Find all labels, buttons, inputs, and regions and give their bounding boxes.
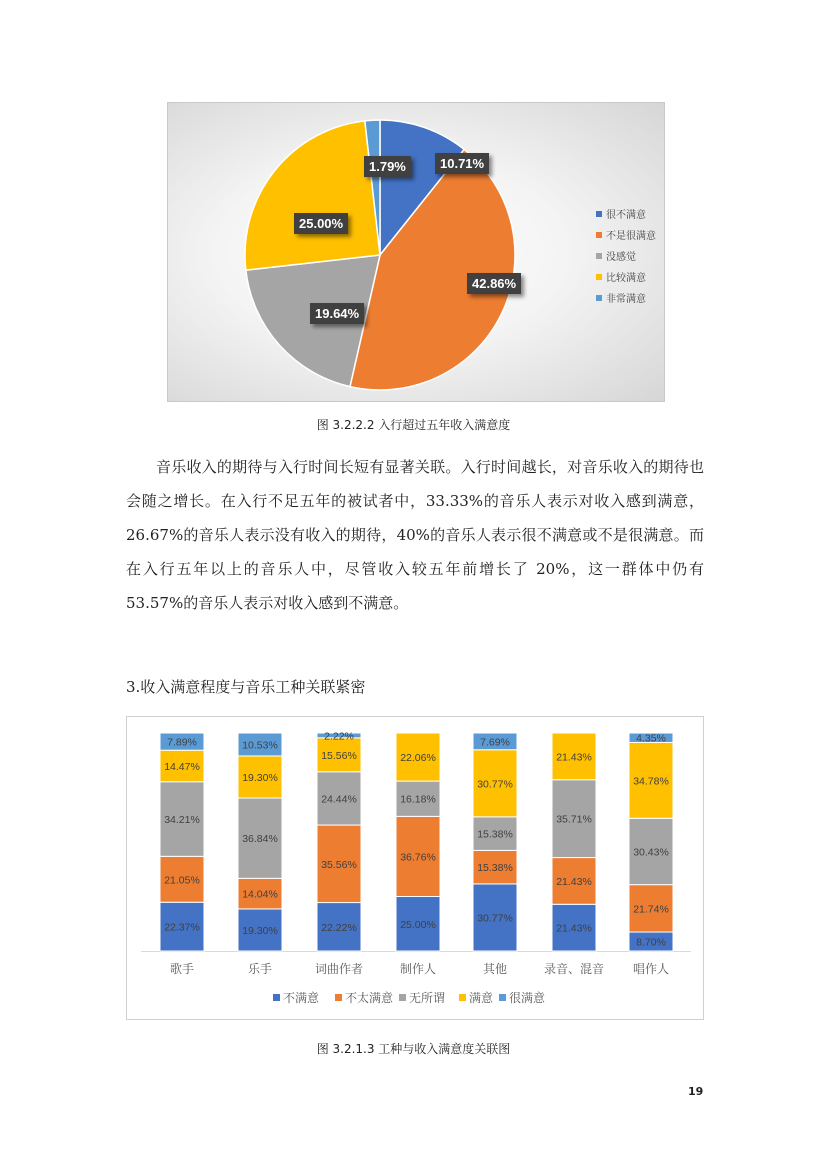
figure1-caption: 图 3.2.2.2 入行超过五年收入满意度 [316, 418, 511, 432]
bar-data-label: 7.69% [480, 736, 510, 749]
bar-data-label: 19.30% [242, 771, 278, 784]
x-tick-label: 歌手 [169, 962, 195, 976]
legend-label: 非常满意 [606, 294, 646, 305]
bar-data-label: 14.47% [164, 760, 200, 773]
bar-data-label: 21.05% [164, 874, 200, 887]
x-tick-label: 其他 [482, 962, 508, 976]
pie-legend-item [596, 266, 656, 287]
body-paragraph: 音乐收入的期待与入行时间长短有显著关联。入行时间越长，对音乐收入的期待也会随之增长。在入行不足五年的被试者中，33.33%的音乐人表示对收入感到满意，26.67%的音乐人表示没有收入的期待，40%的音乐人表示很不满意或不是很满意。而在入行五年以上的音乐人中，尽管收入较五年前增长了 20%，这一群体中仍有 53.57%的音乐人表示对收入感到不满意。 [126, 458, 704, 612]
x-tick-label: 唱作人 [632, 962, 670, 976]
bar-data-label: 36.76% [400, 851, 436, 864]
bar-data-label: 21.43% [556, 751, 592, 764]
pie-slice-label: 42.86% [467, 273, 521, 294]
bar-data-label: 30.43% [633, 846, 669, 859]
bar-data-label: 22.37% [164, 921, 200, 934]
stacked-bar-figure [126, 716, 704, 1020]
page-number: 19 [688, 1085, 704, 1098]
legend-swatch [596, 253, 602, 259]
pie-legend-item [596, 287, 656, 308]
pie-chart [168, 103, 666, 403]
x-tick-label: 录音、混音 [543, 962, 605, 976]
pie-slice-label: 1.79% [364, 156, 411, 177]
pie-slice-label: 19.64% [310, 303, 364, 324]
pie-slice-label: 25.00% [294, 213, 348, 234]
pie-chart-figure [167, 102, 665, 402]
legend-label: 不满意 [283, 991, 320, 1005]
bar-data-label: 21.74% [633, 903, 669, 916]
legend-label: 满意 [469, 991, 494, 1005]
pie-slice [245, 121, 380, 270]
bar-data-label: 30.77% [477, 778, 513, 791]
legend-label: 很不满意 [606, 210, 646, 221]
legend-label: 不是很满意 [606, 231, 656, 242]
legend-swatch [596, 295, 602, 301]
bar-data-label: 21.43% [556, 875, 592, 888]
bar-data-label: 8.70% [636, 936, 666, 949]
figure2-caption: 图 3.2.1.3 工种与收入满意度关联图 [316, 1042, 511, 1056]
legend-swatch [596, 211, 602, 217]
bar-data-label: 25.00% [400, 918, 436, 931]
legend-swatch [596, 274, 602, 280]
bar-data-label: 19.30% [242, 924, 278, 937]
pie-legend-item [596, 245, 656, 266]
legend-swatch [273, 994, 280, 1001]
bar-data-label: 21.43% [556, 922, 592, 935]
legend-swatch [399, 994, 406, 1001]
bar-data-label: 2.22% [324, 730, 354, 743]
bar-data-label: 22.06% [400, 752, 436, 765]
bar-data-label: 22.22% [321, 921, 357, 934]
pie-slice-label: 10.71% [435, 153, 489, 174]
stacked-bar-chart [127, 717, 705, 1021]
legend-swatch [459, 994, 466, 1001]
bar-data-label: 15.38% [477, 828, 513, 841]
legend-swatch [335, 994, 342, 1001]
bar-data-label: 10.53% [242, 739, 278, 752]
bar-data-label: 35.71% [556, 813, 592, 826]
pie-legend-item [596, 224, 656, 245]
x-tick-label: 乐手 [247, 962, 273, 976]
bar-data-label: 24.44% [321, 793, 357, 806]
bar-data-label: 36.84% [242, 833, 278, 846]
bar-data-label: 14.04% [242, 888, 278, 901]
bar-data-label: 15.38% [477, 862, 513, 875]
section-heading: 3.收入满意程度与音乐工种关联紧密 [126, 678, 366, 696]
legend-label: 很满意 [509, 991, 546, 1005]
bar-data-label: 16.18% [400, 793, 436, 806]
pie-legend-item [596, 203, 656, 224]
bar-data-label: 4.35% [636, 732, 666, 745]
bar-data-label: 34.21% [164, 814, 200, 827]
legend-label: 比较满意 [606, 273, 646, 284]
bar-data-label: 7.89% [167, 736, 197, 749]
pie-legend [596, 203, 656, 308]
legend-swatch [499, 994, 506, 1001]
legend-swatch [596, 232, 602, 238]
bar-data-label: 30.77% [477, 912, 513, 925]
x-tick-label: 制作人 [399, 962, 437, 976]
legend-label: 无所谓 [409, 991, 446, 1005]
legend-label: 没感觉 [606, 252, 636, 263]
bar-data-label: 34.78% [633, 775, 669, 788]
x-tick-label: 词曲作者 [314, 962, 364, 976]
bar-data-label: 35.56% [321, 858, 357, 871]
legend-label: 不太满意 [345, 991, 394, 1005]
bar-data-label: 15.56% [321, 749, 357, 762]
